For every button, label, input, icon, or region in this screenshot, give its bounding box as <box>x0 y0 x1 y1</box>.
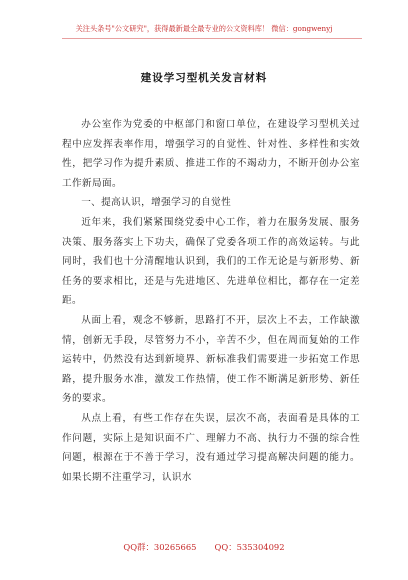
paragraph-point-view: 从点上看，有些工作存在失误，层次不高，表面看是具体的工作问题，实际上是知识面不广、理解力不高、执行力不强的综合性问题，根源在于不善于学习，没有通过学习提高解决问题的能力。如果长期不注重学习，认识水 <box>62 412 360 483</box>
qq-number: 535304092 <box>236 542 285 552</box>
paragraph-recent-years: 近年来，我们紧紧围绕党委中心工作，着力在服务发展、服务决策、服务落实上下功夫，确保了党委各项工作的高效运转。与此同时，我们也十分清醒地认识到，我们的工作无论是与新形势、新任务的要求相比，还是与先进地区、先进单位相比，都存在一定差距。 <box>62 216 360 307</box>
qq-group-label: QQ群： <box>123 542 154 552</box>
header-divider <box>62 38 362 39</box>
document-body <box>62 115 360 487</box>
document-title: 建设学习型机关发言材料 <box>140 72 268 84</box>
qq-group-number: 30265665 <box>153 542 197 552</box>
qq-label: QQ： <box>214 542 237 552</box>
paragraph-intro: 办公室作为党委的中枢部门和窗口单位，在建设学习型机关过程中应发挥表率作用，增强学习的自觉性、针对性、多样性和实效性，把学习作为提升素质、推进工作的不竭动力，不断开创办公室工作新局面。 <box>62 119 360 189</box>
paragraph-surface-view: 从面上看，观念不够新，思路打不开，层次上不去，工作缺激情，创新无手段，尽管努力不小，辛苦不少，但在周而复始的工作运转中，仍然没有达到新境界、新标准我们需要进一步拓宽工作思路，提升服务水准，激发工作热情，使工作不断满足新形势、新任务的要求。 <box>62 314 360 405</box>
header-promo-note: 关注头条号"公文研究"，获得最新最全最专业的公文资料库！ 微信：gongwenyj <box>75 24 333 33</box>
section-heading: 一、提高认识，增强学习的自觉性 <box>81 197 232 209</box>
footer-contact <box>0 541 408 553</box>
